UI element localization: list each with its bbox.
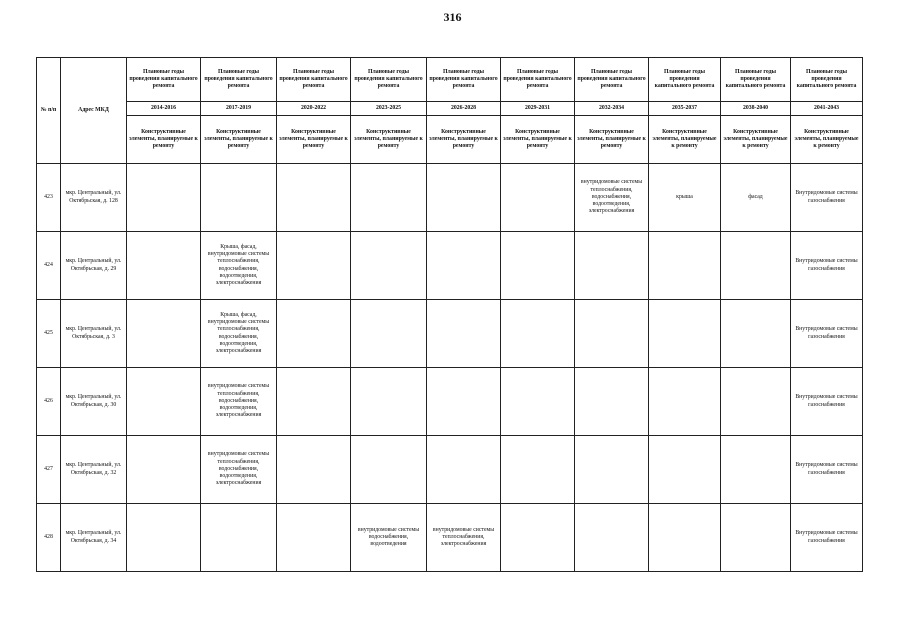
- table-row: [37, 300, 863, 368]
- header-elements-label: Конструктивные элементы, планируемые к ремонту: [277, 116, 351, 164]
- header-plan-label: Плановые годы проведения капитального ремонта: [201, 58, 277, 102]
- header-plan-label: Плановые годы проведения капитального ремонта: [501, 58, 575, 102]
- row-cell: [277, 368, 351, 436]
- header-plan-label: Плановые годы проведения капитального ремонта: [427, 58, 501, 102]
- row-cell: [351, 436, 427, 504]
- row-cell: [201, 504, 277, 572]
- row-cell: внутридомовые системы теплоснабжения, водоснабжения, водоотведения, электроснабжения: [201, 368, 277, 436]
- table-header: [37, 58, 863, 164]
- header-elements-label: Конструктивные элементы, планируемые к ремонту: [351, 116, 427, 164]
- row-cell: [721, 232, 791, 300]
- row-cell: [501, 368, 575, 436]
- row-address: мкр. Центральный, ул. Октябрьская, д. 32: [61, 436, 127, 504]
- row-address: мкр. Центральный, ул. Октябрьская, д. 29: [61, 232, 127, 300]
- header-elements-label: Конструктивные элементы, планируемые к ремонту: [791, 116, 863, 164]
- row-address: мкр. Центральный, ул. Октябрьская, д. 128: [61, 164, 127, 232]
- header-elements-label: Конструктивные элементы, планируемые к ремонту: [201, 116, 277, 164]
- table-row: [37, 436, 863, 504]
- header-elements-label: Конструктивные элементы, планируемые к ремонту: [501, 116, 575, 164]
- row-cell: [427, 232, 501, 300]
- row-cell: [351, 232, 427, 300]
- row-cell: [127, 368, 201, 436]
- row-cell: [427, 368, 501, 436]
- row-cell: [501, 300, 575, 368]
- row-cell: [351, 368, 427, 436]
- row-cell: [277, 300, 351, 368]
- row-cell: [427, 300, 501, 368]
- row-cell: [649, 368, 721, 436]
- row-cell: [351, 164, 427, 232]
- row-cell: [575, 436, 649, 504]
- row-cell: [501, 232, 575, 300]
- row-cell: [721, 504, 791, 572]
- row-cell: [127, 232, 201, 300]
- header-plan-label: Плановые годы проведения капитального ремонта: [127, 58, 201, 102]
- row-cell: [501, 504, 575, 572]
- header-plan-label: Плановые годы проведения капитального ремонта: [351, 58, 427, 102]
- row-number: 427: [37, 436, 61, 504]
- row-cell: [721, 300, 791, 368]
- row-cell: Крыша, фасад, внутридомовые системы теплоснабжения, водоснабжения, водоотведения, электроснабжения: [201, 232, 277, 300]
- row-cell: [721, 436, 791, 504]
- row-cell: [575, 368, 649, 436]
- header-period: 2023-2025: [351, 102, 427, 116]
- row-cell: [427, 436, 501, 504]
- row-cell: Внутридомовые системы газоснабжения: [791, 504, 863, 572]
- header-number-column: № п/п: [37, 58, 61, 164]
- row-cell: Внутридомовые системы газоснабжения: [791, 232, 863, 300]
- header-elements-label: Конструктивные элементы, планируемые к ремонту: [427, 116, 501, 164]
- row-number: 425: [37, 300, 61, 368]
- row-cell: [201, 164, 277, 232]
- row-cell: [501, 164, 575, 232]
- row-number: 426: [37, 368, 61, 436]
- header-period: 2026-2028: [427, 102, 501, 116]
- row-cell: [721, 368, 791, 436]
- header-period: 2014-2016: [127, 102, 201, 116]
- header-row-elements: [37, 116, 863, 164]
- row-cell: [649, 232, 721, 300]
- header-period: 2020-2022: [277, 102, 351, 116]
- header-plan-label: Плановые годы проведения капитального ремонта: [791, 58, 863, 102]
- header-row-plan: [37, 58, 863, 102]
- header-period: 2041-2043: [791, 102, 863, 116]
- table-row: [37, 504, 863, 572]
- row-address: мкр. Центральный, ул. Октябрьская, д. 3: [61, 300, 127, 368]
- row-address: мкр. Центральный, ул. Октябрьская, д. 30: [61, 368, 127, 436]
- header-plan-label: Плановые годы проведения капитального ремонта: [721, 58, 791, 102]
- row-cell: [427, 164, 501, 232]
- row-cell: фасад: [721, 164, 791, 232]
- row-cell: внутридомовые системы теплоснабжения, водоснабжения, водоотведения, электроснабжения: [201, 436, 277, 504]
- row-cell: [649, 300, 721, 368]
- header-address-column: Адрес МКД: [61, 58, 127, 164]
- row-cell: [277, 232, 351, 300]
- row-cell: [575, 504, 649, 572]
- row-cell: внутридомовые системы теплоснабжения, водоснабжения, водоотведения, электроснабжения: [575, 164, 649, 232]
- header-period: 2038-2040: [721, 102, 791, 116]
- row-cell: [277, 164, 351, 232]
- header-period: 2035-2037: [649, 102, 721, 116]
- row-cell: Внутридомовые системы газоснабжения: [791, 436, 863, 504]
- row-cell: [127, 164, 201, 232]
- row-cell: [575, 300, 649, 368]
- header-elements-label: Конструктивные элементы, планируемые к ремонту: [721, 116, 791, 164]
- row-number: 423: [37, 164, 61, 232]
- capital-repair-table: [36, 57, 863, 572]
- table-row: [37, 368, 863, 436]
- table-body: [37, 164, 863, 572]
- row-cell: [127, 300, 201, 368]
- row-cell: [127, 504, 201, 572]
- header-period: 2032-2034: [575, 102, 649, 116]
- header-period: 2017-2019: [201, 102, 277, 116]
- row-cell: [649, 436, 721, 504]
- page-number: 316: [443, 10, 462, 24]
- header-row-periods: [37, 102, 863, 116]
- header-period: 2029-2031: [501, 102, 575, 116]
- header-plan-label: Плановые годы проведения капитального ремонта: [575, 58, 649, 102]
- row-cell: [277, 504, 351, 572]
- table-row: [37, 164, 863, 232]
- row-cell: Внутридомовые системы газоснабжения: [791, 300, 863, 368]
- header-plan-label: Плановые годы проведения капитального ремонта: [277, 58, 351, 102]
- header-plan-label: Плановые годы проведения капитального ремонта: [649, 58, 721, 102]
- row-cell: внутридомовые системы водоснабжения, водоотведения: [351, 504, 427, 572]
- row-cell: [649, 504, 721, 572]
- row-cell: [575, 232, 649, 300]
- header-elements-label: Конструктивные элементы, планируемые к ремонту: [575, 116, 649, 164]
- row-address: мкр. Центральный, ул. Октябрьская, д. 34: [61, 504, 127, 572]
- row-cell: Крыша, фасад, внутридомовые системы теплоснабжения, водоснабжения, водоотведения, электроснабжения: [201, 300, 277, 368]
- header-elements-label: Конструктивные элементы, планируемые к ремонту: [127, 116, 201, 164]
- row-cell: [351, 300, 427, 368]
- row-cell: [277, 436, 351, 504]
- row-cell: Внутридомовые системы газоснабжения: [791, 164, 863, 232]
- row-number: 428: [37, 504, 61, 572]
- row-cell: внутридомовые системы теплоснабжения, электроснабжения: [427, 504, 501, 572]
- row-number: 424: [37, 232, 61, 300]
- row-cell: крыша: [649, 164, 721, 232]
- row-cell: [501, 436, 575, 504]
- header-elements-label: Конструктивные элементы, планируемые к ремонту: [649, 116, 721, 164]
- table-row: [37, 232, 863, 300]
- row-cell: Внутридомовые системы газоснабжения: [791, 368, 863, 436]
- row-cell: [127, 436, 201, 504]
